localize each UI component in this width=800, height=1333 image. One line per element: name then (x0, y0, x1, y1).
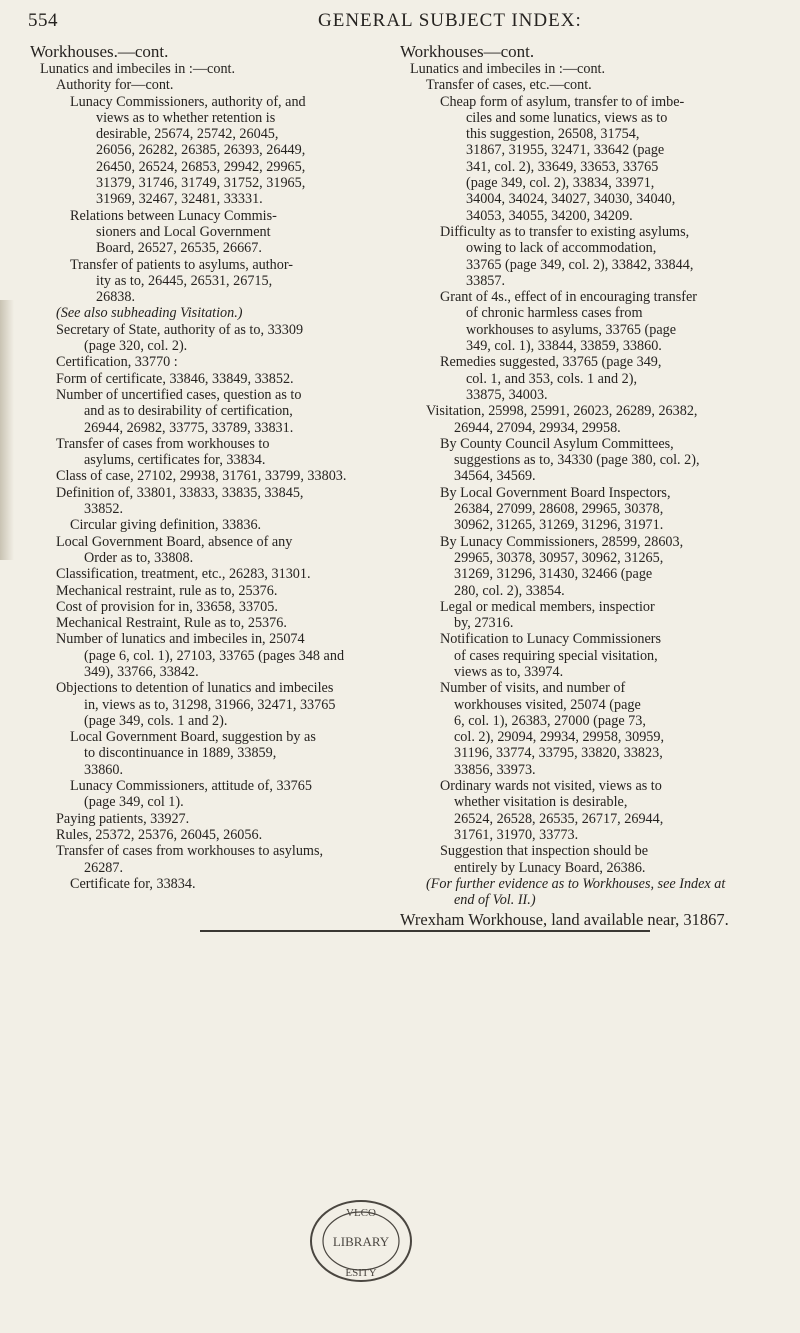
library-stamp (306, 1196, 416, 1286)
index-entry-line: Certificate for, 33834. (70, 875, 196, 892)
index-entry-line: Local Government Board, suggestion by as (70, 729, 316, 746)
stamp-middle-text: LIBRARY (332, 1234, 390, 1249)
index-entry-line: asylums, certificates for, 33834. (84, 452, 266, 469)
index-entry-line: (page 320, col. 2). (84, 338, 188, 355)
left-entries (30, 61, 385, 892)
index-entry-line: Grant of 4s., effect of in encouraging transfer (440, 289, 697, 306)
stamp-bottom-text: ESITY (345, 1267, 377, 1279)
index-entry-line: Transfer of cases, etc.—cont. (426, 77, 592, 94)
index-entry-line: Certification, 33770 : (56, 354, 178, 371)
index-entry-line: Order as to, 33808. (84, 549, 194, 566)
index-entry-line: Local Government Board, absence of any (56, 533, 293, 550)
index-entry-line: Rules, 25372, 25376, 26045, 26056. (56, 826, 263, 843)
index-entry-line: Authority for—cont. (56, 77, 174, 94)
index-entry-line: Lunacy Commissioners, attitude of, 33765 (70, 778, 312, 795)
index-entry-line: (See also subheading Visitation.) (56, 305, 243, 322)
index-entry-line: Number of lunatics and imbeciles in, 25074 (56, 631, 305, 648)
index-entry-line: entirely by Lunacy Board, 26386. (454, 859, 646, 876)
index-entry-line: 29965, 30378, 30957, 30962, 31265, (454, 549, 664, 566)
index-entry-line: 31379, 31746, 31749, 31752, 31965, (96, 175, 306, 192)
index-entry-line: 34004, 34024, 34027, 34030, 34040, (466, 191, 676, 208)
index-entry-line: Classification, treatment, etc., 26283, 31301. (56, 566, 311, 583)
index-entry-line: (page 349, cols. 1 and 2). (84, 712, 228, 729)
index-entry-line: Cost of provision for in, 33658, 33705. (56, 598, 278, 615)
index-entry-line: By County Council Asylum Committees, (440, 435, 674, 452)
page-number: 554 (28, 10, 58, 31)
index-entry-line: By Local Government Board Inspectors, (440, 484, 671, 501)
index-entry-line: Board, 26527, 26535, 26667. (96, 240, 262, 257)
index-entry-line: Lunatics and imbeciles in :—cont. (410, 61, 606, 77)
left-column (30, 42, 385, 892)
index-entry-line: desirable, 25674, 25742, 26045, (96, 126, 279, 143)
index-entry-line: 31867, 31955, 32471, 33642 (page (466, 142, 665, 159)
index-entry-line: Number of visits, and number of (440, 680, 626, 697)
index-entry-line: Difficulty as to transfer to existing asylums, (440, 223, 690, 240)
index-entry-line: 33852. (84, 501, 124, 518)
section-divider (200, 930, 650, 932)
index-entry-line: ciles and some lunatics, views as to (466, 109, 668, 126)
index-entry-line: workhouses visited, 25074 (page (454, 696, 641, 713)
index-entry-line: 31969, 32467, 32481, 33331. (96, 191, 263, 208)
index-entry-line: 31269, 31296, 31430, 32466 (page (454, 566, 653, 583)
index-entry-line: 349, col. 1), 33844, 33859, 33860. (466, 338, 662, 355)
index-entry-line: 31761, 31970, 33773. (454, 826, 579, 843)
index-entry-line: Transfer of patients to asylums, author- (70, 256, 294, 273)
index-entry-line: whether visitation is desirable, (454, 794, 628, 811)
index-entry-line: Lunacy Commissioners, authority of, and (70, 93, 306, 110)
index-entry-line: 31196, 33774, 33795, 33820, 33823, (454, 745, 663, 762)
index-entry-line: owing to lack of accommodation, (466, 240, 657, 257)
index-entry-line: (page 349, col 1). (84, 794, 184, 811)
right-column (400, 42, 765, 929)
index-entry-line: workhouses to asylums, 33765 (page (466, 321, 677, 338)
binding-edge-shadow (0, 300, 14, 560)
index-entry-line: 26450, 26524, 26853, 29942, 29965, (96, 158, 306, 175)
index-entry-line: Secretary of State, authority of as to, 33309 (56, 321, 304, 338)
index-entry-line: Visitation, 25998, 25991, 26023, 26289, 26382, (426, 403, 698, 420)
index-entry-line: to discontinuance in 1889, 33859, (84, 745, 277, 762)
index-entry-line: 349), 33766, 33842. (84, 663, 199, 680)
index-entry-line: in, views as to, 31298, 31966, 32471, 33765 (84, 696, 336, 713)
index-entry-line: end of Vol. II.) (454, 892, 536, 909)
index-entry-line: Number of uncertified cases, question as to (56, 386, 302, 403)
index-entry-line: Mechanical restraint, rule as to, 25376. (56, 582, 278, 599)
index-entry-line: 33860. (84, 761, 124, 778)
index-entry-line: Ordinary wards not visited, views as to (440, 778, 662, 795)
index-entry-line: by, 27316. (454, 615, 514, 632)
right-entries (400, 61, 765, 929)
index-entry-line: Cheap form of asylum, transfer to of imbe- (440, 93, 685, 110)
index-entry-line: (page 6, col. 1), 27103, 33765 (pages 348 and (84, 647, 345, 664)
index-entry-line: Lunatics and imbeciles in :—cont. (40, 61, 236, 77)
index-entry-line: Notification to Lunacy Commissioners (440, 631, 662, 648)
index-entry-line: 26944, 27094, 29934, 29958. (454, 419, 621, 436)
index-entry-line: Paying patients, 33927. (56, 810, 190, 827)
index-entry-line: suggestions as to, 34330 (page 380, col. 2), (454, 452, 700, 469)
left-column-heading: Workhouses.—cont. (30, 42, 169, 61)
index-entry-line: 341, col. 2), 33649, 33653, 33765 (466, 158, 659, 175)
index-entry-line: 33765 (page 349, col. 2), 33842, 33844, (466, 256, 694, 273)
right-column-heading: Workhouses—cont. (400, 42, 535, 61)
index-entry-line: 33857. (466, 272, 506, 289)
index-entry-line: of chronic harmless cases from (466, 305, 643, 322)
index-entry-line: Circular giving definition, 33836. (70, 517, 262, 534)
index-entry-line: Transfer of cases from workhouses to asylums, (56, 843, 324, 860)
index-entry-line: Definition of, 33801, 33833, 33835, 33845, (56, 484, 304, 501)
index-entry-line: 26056, 26282, 26385, 26393, 26449, (96, 142, 306, 159)
index-entry-line: 33875, 34003. (466, 386, 548, 403)
index-entry-line: col. 2), 29094, 29934, 29958, 30959, (454, 729, 665, 746)
index-entry-line: (page 349, col. 2), 33834, 33971, (466, 175, 655, 192)
index-entry-line: (For further evidence as to Workhouses, see Index at (426, 875, 726, 892)
index-entry-line: 34053, 34055, 34200, 34209. (466, 207, 633, 224)
index-entry-line: 280, col. 2), 33854. (454, 582, 565, 599)
index-entry-line: views as to whether retention is (96, 109, 276, 126)
index-entry-line: Class of case, 27102, 29938, 31761, 33799, 33803. (56, 468, 347, 485)
index-entry-line: Transfer of cases from workhouses to (56, 435, 270, 452)
index-entry-line: sioners and Local Government (96, 223, 271, 240)
index-entry-line: Wrexham Workhouse, land available near, 31867. (400, 910, 729, 930)
index-entry-line: ity as to, 26445, 26531, 26715, (96, 272, 273, 289)
stamp-top-text: VLCO (346, 1207, 376, 1219)
index-entry-line: Objections to detention of lunatics and imbeciles (56, 680, 334, 697)
index-entry-line: By Lunacy Commissioners, 28599, 28603, (440, 533, 684, 550)
index-entry-line: 34564, 34569. (454, 468, 536, 485)
index-entry-line: Mechanical Restraint, Rule as to, 25376. (56, 615, 287, 632)
index-entry-line: 26944, 26982, 33775, 33789, 33831. (84, 419, 294, 436)
index-entry-line: Remedies suggested, 33765 (page 349, (440, 354, 662, 371)
index-entry-line: Legal or medical members, inspectior (440, 598, 655, 615)
index-entry-line: this suggestion, 26508, 31754, (466, 126, 640, 143)
index-entry-line: Form of certificate, 33846, 33849, 33852. (56, 370, 294, 387)
index-entry-line: col. 1, and 353, cols. 1 and 2), (466, 370, 638, 387)
index-entry-line: Relations between Lunacy Commis- (70, 207, 277, 224)
index-entry-line: 26838. (96, 289, 136, 306)
index-entry-line: 33856, 33973. (454, 761, 536, 778)
index-entry-line: 26384, 27099, 28608, 29965, 30378, (454, 501, 664, 518)
page-header (28, 6, 788, 36)
index-entry-line: Suggestion that inspection should be (440, 843, 649, 860)
index-entry-line: 6, col. 1), 26383, 27000 (page 73, (454, 712, 646, 729)
running-title: GENERAL SUBJECT INDEX: (318, 10, 582, 31)
index-entry-line: of cases requiring special visitation, (454, 647, 658, 664)
index-entry-line: 26524, 26528, 26535, 26717, 26944, (454, 810, 664, 827)
index-entry-line: views as to, 33974. (454, 663, 564, 680)
index-entry-line: 30962, 31265, 31269, 31296, 31971. (454, 517, 664, 534)
index-entry-line: and as to desirability of certification, (84, 403, 293, 420)
index-entry-line: 26287. (84, 859, 124, 876)
